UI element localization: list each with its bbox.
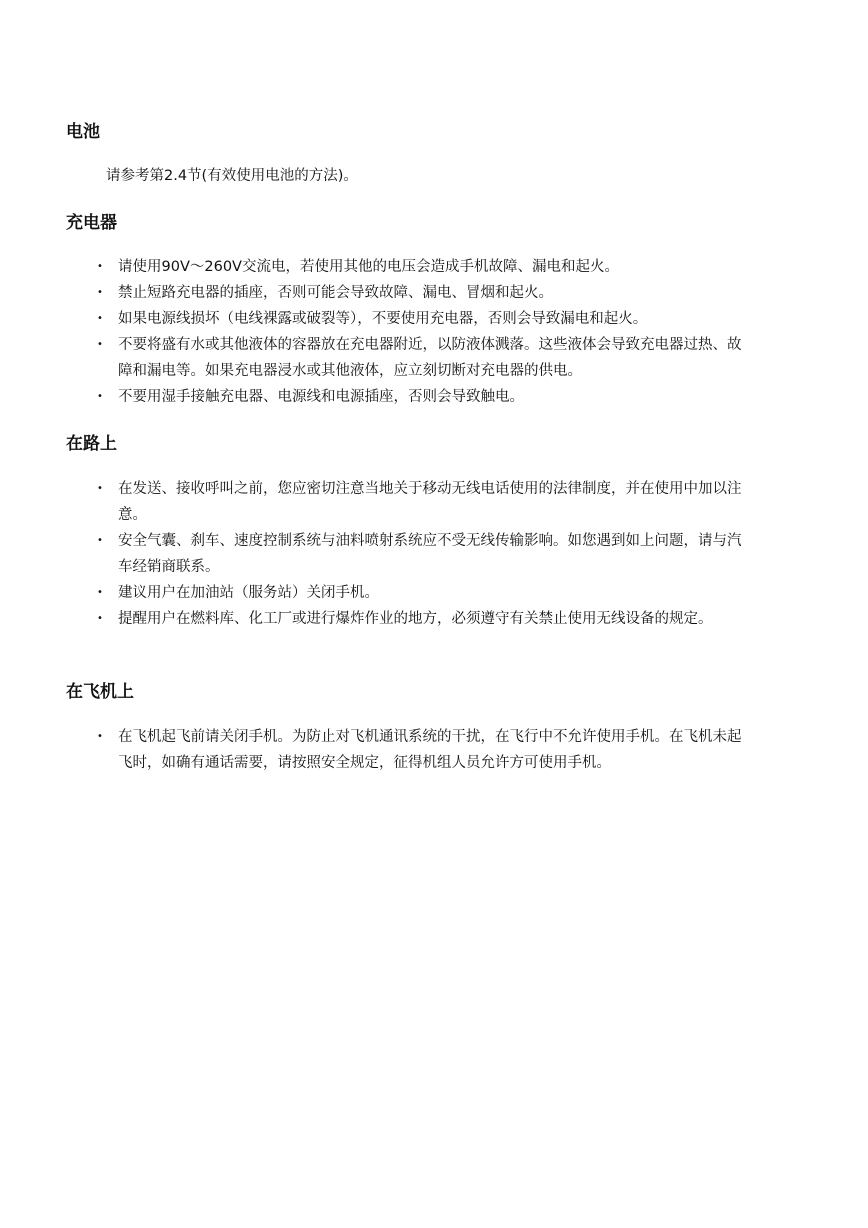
section-heading-battery: 电池 [66, 122, 100, 142]
bullet-dot: • [97, 731, 103, 742]
list-item-text: 提醒用户在燃料库、化工厂或进行爆炸作业的地方，必须遵守有关禁止使用无线设备的规定。 [118, 611, 713, 627]
list-item-text: 在飞机起飞前请关闭手机。为防止对飞机通讯系统的干扰，在飞行中不允许使用手机。在飞机未起飞时，如确有通话需要，请按照安全规定，征得机组人员允许方可使用手机。 [118, 729, 742, 771]
on-the-road-list [0, 476, 868, 632]
list-item [0, 606, 746, 632]
charger-list [0, 254, 868, 410]
list-item-text: 建议用户在加油站（服务站）关闭手机。 [118, 585, 379, 601]
bullet-dot: • [97, 535, 103, 546]
battery-paragraph: 请参考第2.4节(有效使用电池的方法)。 [106, 168, 358, 184]
list-item [0, 528, 746, 580]
list-item-text: 不要用湿手接触充电器、电源线和电源插座，否则会导致触电。 [118, 389, 524, 405]
bullet-dot: • [97, 261, 103, 272]
list-item-text: 如果电源线损坏（电线裸露或破裂等），不要使用充电器，否则会导致漏电和起火。 [118, 311, 648, 327]
list-item [0, 476, 746, 528]
list-item-text: 禁止短路充电器的插座，否则可能会导致故障、漏电、冒烟和起火。 [118, 285, 553, 301]
list-item-text: 请使用90V～260V交流电，若使用其他的电压会造成手机故障、漏电和起火。 [118, 259, 619, 275]
bullet-dot: • [97, 613, 103, 624]
bullet-dot: • [97, 587, 103, 598]
section-heading-on-the-road: 在路上 [66, 434, 117, 454]
list-item [0, 580, 746, 606]
list-item-text: 在发送、接收呼叫之前，您应密切注意当地关于移动无线电话使用的法律制度，并在使用中加以注意。 [118, 481, 742, 523]
list-item [0, 384, 746, 410]
bullet-dot: • [97, 339, 103, 350]
list-item [0, 280, 746, 306]
bullet-dot: • [97, 391, 103, 402]
bullet-dot: • [97, 483, 103, 494]
section-heading-on-the-airplane: 在飞机上 [66, 682, 134, 702]
bullet-dot: • [97, 287, 103, 298]
list-item-text: 安全气囊、刹车、速度控制系统与油料喷射系统应不受无线传输影响。如您遇到如上问题，请与汽车经销商联系。 [118, 533, 742, 575]
list-item [0, 254, 746, 280]
list-item [0, 332, 746, 384]
list-item [0, 724, 746, 776]
list-item [0, 306, 746, 332]
section-heading-charger: 充电器 [66, 213, 117, 233]
list-item-text: 不要将盛有水或其他液体的容器放在充电器附近，以防液体溅落。这些液体会导致充电器过热、故障和漏电等。如果充电器浸水或其他液体，应立刻切断对充电器的供电。 [118, 337, 742, 379]
on-the-airplane-list [0, 724, 868, 776]
bullet-dot: • [97, 313, 103, 324]
